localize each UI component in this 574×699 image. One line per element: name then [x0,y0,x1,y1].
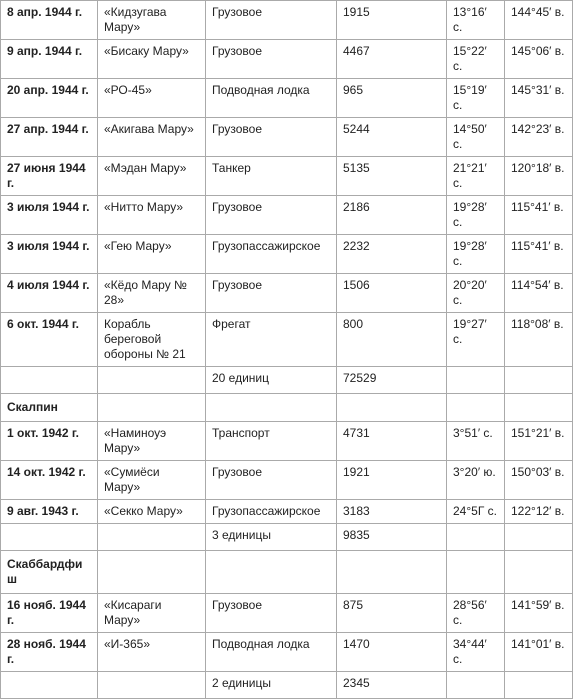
cell-longitude: 115°41′ в. [505,235,573,274]
cell-ship-type: Грузовое [206,594,337,633]
table-row [1,40,573,79]
cell-tonnage: 4731 [337,422,447,461]
table-row [1,313,573,367]
cell-longitude: 120°18′ в. [505,157,573,196]
cell-ship-type: Фрегат [206,313,337,367]
cell-total-tonnage: 72529 [337,367,447,394]
cell-date: 8 апр. 1944 г. [1,1,98,40]
cell-ship-name: «Наминоуэ Мару» [98,422,206,461]
cell-latitude: 24°5Г с. [447,500,505,524]
cell-ship-type: Грузовое [206,118,337,157]
cell-tonnage: 2186 [337,196,447,235]
cell-empty [1,367,98,394]
cell-date: 9 авг. 1943 г. [1,500,98,524]
cell-ship-type: Подводная лодка [206,633,337,672]
cell-ship-name: «Сумиёси Мару» [98,461,206,500]
cell-empty [98,524,206,551]
cell-latitude: 19°27′ с. [447,313,505,367]
table-row [1,118,573,157]
cell-total-tonnage: 9835 [337,524,447,551]
cell-submarine-name: Скаббардфиш [1,551,98,594]
cell-ship-type: Грузопассажирское [206,500,337,524]
cell-ship-name: «Секко Мару» [98,500,206,524]
cell-empty [337,551,447,594]
cell-empty [505,551,573,594]
submarine-group-row [1,394,573,422]
cell-ship-name: «Кёдо Мару № 28» [98,274,206,313]
cell-ship-name: «Бисаку Мару» [98,40,206,79]
cell-longitude: 145°06′ в. [505,40,573,79]
cell-ship-name: «Кидзугава Мару» [98,1,206,40]
cell-latitude: 20°20′ с. [447,274,505,313]
cell-longitude: 141°01′ в. [505,633,573,672]
cell-latitude: 15°22′ с. [447,40,505,79]
cell-longitude: 122°12′ в. [505,500,573,524]
table-row [1,157,573,196]
cell-date: 27 июня 1944 г. [1,157,98,196]
summary-row [1,672,573,699]
cell-empty [1,672,98,699]
table-row [1,594,573,633]
cell-ship-type: Грузопассажирское [206,235,337,274]
cell-empty [447,551,505,594]
cell-date: 27 апр. 1944 г. [1,118,98,157]
cell-latitude: 15°19′ с. [447,79,505,118]
cell-tonnage: 4467 [337,40,447,79]
cell-empty [98,672,206,699]
cell-ship-name: «Акигава Мару» [98,118,206,157]
table-body [1,1,573,699]
cell-date: 9 апр. 1944 г. [1,40,98,79]
cell-date: 3 июля 1944 г. [1,235,98,274]
cell-empty [98,551,206,594]
cell-submarine-name: Скалпин [1,394,98,422]
cell-empty [447,394,505,422]
cell-date: 28 нояб. 1944 г. [1,633,98,672]
cell-ship-type: Грузовое [206,274,337,313]
cell-latitude: 19°28′ с. [447,196,505,235]
cell-ship-type: Грузовое [206,196,337,235]
cell-longitude: 150°03′ в. [505,461,573,500]
cell-empty [337,394,447,422]
cell-unit-count: 20 единиц [206,367,337,394]
cell-empty [98,394,206,422]
cell-ship-name: «Мэдан Мару» [98,157,206,196]
table-row [1,79,573,118]
cell-date: 14 окт. 1942 г. [1,461,98,500]
cell-ship-type: Грузовое [206,1,337,40]
cell-latitude: 13°16′ с. [447,1,505,40]
table-row [1,633,573,672]
cell-date: 3 июля 1944 г. [1,196,98,235]
cell-empty [206,394,337,422]
cell-latitude: 19°28′ с. [447,235,505,274]
summary-row [1,367,573,394]
cell-empty [447,672,505,699]
cell-empty [98,367,206,394]
cell-date: 1 окт. 1942 г. [1,422,98,461]
cell-longitude: 115°41′ в. [505,196,573,235]
cell-tonnage: 5135 [337,157,447,196]
submarine-group-row [1,551,573,594]
cell-empty [1,524,98,551]
cell-tonnage: 965 [337,79,447,118]
cell-latitude: 14°50′ с. [447,118,505,157]
cell-total-tonnage: 2345 [337,672,447,699]
table-row [1,196,573,235]
cell-tonnage: 5244 [337,118,447,157]
cell-longitude: 141°59′ в. [505,594,573,633]
cell-ship-type: Грузовое [206,40,337,79]
table-row [1,1,573,40]
table-row [1,422,573,461]
cell-tonnage: 1470 [337,633,447,672]
cell-ship-name: «Нитто Мару» [98,196,206,235]
cell-empty [505,394,573,422]
cell-longitude: 145°31′ в. [505,79,573,118]
cell-latitude: 3°51′ с. [447,422,505,461]
cell-empty [505,672,573,699]
table-row [1,500,573,524]
cell-longitude: 114°54′ в. [505,274,573,313]
cell-tonnage: 3183 [337,500,447,524]
cell-tonnage: 1921 [337,461,447,500]
cell-tonnage: 2232 [337,235,447,274]
cell-ship-name: Корабль береговой обороны № 21 [98,313,206,367]
table-row [1,461,573,500]
cell-longitude: 142°23′ в. [505,118,573,157]
cell-empty [505,367,573,394]
cell-date: 4 июля 1944 г. [1,274,98,313]
cell-unit-count: 3 единицы [206,524,337,551]
cell-tonnage: 875 [337,594,447,633]
cell-longitude: 118°08′ в. [505,313,573,367]
cell-ship-name: «Кисараги Мару» [98,594,206,633]
cell-ship-type: Транспорт [206,422,337,461]
cell-longitude: 151°21′ в. [505,422,573,461]
cell-ship-name: «РО-45» [98,79,206,118]
cell-empty [447,367,505,394]
cell-unit-count: 2 единицы [206,672,337,699]
cell-latitude: 3°20′ ю. [447,461,505,500]
cell-ship-name: «Гею Мару» [98,235,206,274]
cell-ship-name: «И-365» [98,633,206,672]
cell-latitude: 28°56′ с. [447,594,505,633]
cell-empty [505,524,573,551]
cell-ship-type: Грузовое [206,461,337,500]
table-row [1,274,573,313]
cell-empty [447,524,505,551]
cell-date: 20 апр. 1944 г. [1,79,98,118]
cell-tonnage: 800 [337,313,447,367]
cell-latitude: 34°44′ с. [447,633,505,672]
cell-tonnage: 1506 [337,274,447,313]
cell-date: 16 нояб. 1944 г. [1,594,98,633]
cell-ship-type: Танкер [206,157,337,196]
cell-latitude: 21°21′ с. [447,157,505,196]
table-row [1,235,573,274]
cell-tonnage: 1915 [337,1,447,40]
cell-date: 6 окт. 1944 г. [1,313,98,367]
cell-empty [206,551,337,594]
cell-ship-type: Подводная лодка [206,79,337,118]
summary-row [1,524,573,551]
cell-longitude: 144°45′ в. [505,1,573,40]
